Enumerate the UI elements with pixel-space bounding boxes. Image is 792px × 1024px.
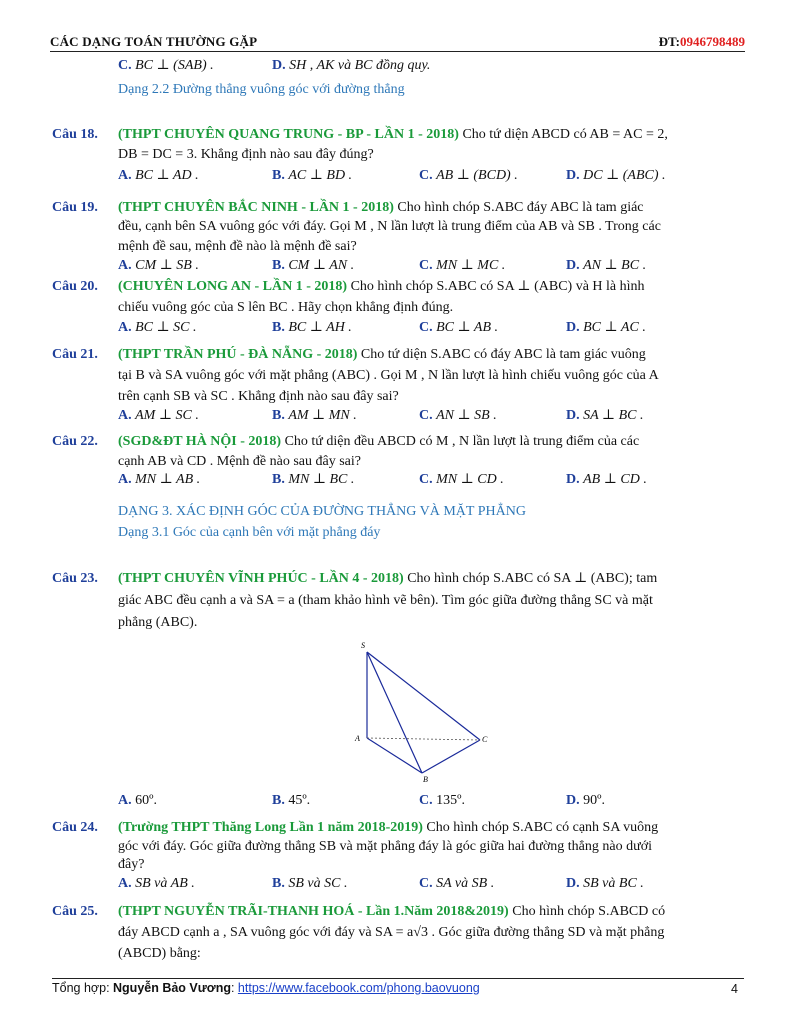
- header-phone: [659, 34, 745, 50]
- question-text-line: (SGD&ĐT HÀ NỘI - 2018) Cho tứ diện đều ABCD có M , N lần lượt là trung điểm của các: [118, 434, 640, 449]
- footer-author: Nguyễn Bảo Vương: [113, 981, 231, 995]
- option-a: A. AM ⊥ SC .: [118, 408, 199, 423]
- label-b: B: [423, 775, 428, 784]
- option-d: D. AN ⊥ BC .: [566, 258, 647, 273]
- option-d: D. BC ⊥ AC .: [566, 320, 646, 335]
- question-number: Câu 18.: [52, 127, 98, 142]
- section-2-2-title: Dạng 2.2 Đường thẳng vuông góc với đường thẳng: [118, 82, 405, 97]
- question-text-line: (Trường THPT Thăng Long Lần 1 năm 2018-2019) Cho hình chóp S.ABC có cạnh SA vuông: [118, 820, 659, 835]
- question-text-line: (CHUYÊN LONG AN - LẦN 1 - 2018) Cho hình chóp S.ABC có SA ⊥ (ABC) và H là hình: [118, 279, 645, 294]
- question-number: Câu 19.: [52, 200, 98, 215]
- question-number: Câu 22.: [52, 434, 98, 449]
- phone-number: 0946798489: [680, 34, 745, 49]
- question-text-line: DB = DC = 3. Khẳng định nào sau đây đúng?: [118, 147, 374, 162]
- option-d: D. AB ⊥ CD .: [566, 472, 647, 487]
- option-c: C. MN ⊥ CD .: [419, 472, 504, 487]
- pyramid-figure: [350, 638, 500, 788]
- top-options-row: [118, 57, 738, 75]
- option-c: C. BC ⊥ AB .: [419, 320, 499, 335]
- option-b: B. AC ⊥ BD .: [272, 168, 353, 183]
- question-source: (CHUYÊN LONG AN - LẦN 1 - 2018): [118, 279, 348, 294]
- section-3-title: DẠNG 3. XÁC ĐỊNH GÓC CỦA ĐƯỜNG THẲNG VÀ MẶT PHẲNG: [118, 504, 526, 519]
- option-b: B. BC ⊥ AH .: [272, 320, 352, 335]
- option-a: A. 60º.: [118, 793, 157, 808]
- options-row: [118, 167, 738, 185]
- option-c: C. 135º.: [419, 793, 465, 808]
- header-title: CÁC DẠNG TOÁN THƯỜNG GẶP: [50, 34, 258, 49]
- option-b: B. SB và SC .: [272, 876, 348, 891]
- options-row: [118, 471, 738, 489]
- option-a: A. BC ⊥ SC .: [118, 320, 197, 335]
- option-b: B. CM ⊥ AN .: [272, 258, 355, 273]
- options-row: [118, 257, 738, 275]
- question-text-line: mệnh đề sau, mệnh đề nào là mệnh đề sai?: [118, 239, 357, 254]
- option-a: A. SB và AB .: [118, 876, 195, 891]
- option-d: D. SA ⊥ BC .: [566, 408, 644, 423]
- options-row: [118, 875, 738, 893]
- option-a: A. BC ⊥ AD .: [118, 168, 199, 183]
- option-c: C. AN ⊥ SB .: [419, 408, 497, 423]
- page-footer: [52, 978, 744, 995]
- phone-label: ĐT:: [658, 34, 680, 49]
- question-text-line: tại B và SA vuông góc với mặt phẳng (ABC) . Gọi M , N lần lượt là hình chiếu vuông góc của A: [118, 368, 659, 383]
- question-text-line: (THPT CHUYÊN VĨNH PHÚC - LẦN 4 - 2018) Cho hình chóp S.ABC có SA ⊥ (ABC); tam: [118, 571, 658, 586]
- question-source: (Trường THPT Thăng Long Lần 1 năm 2018-2019): [118, 820, 423, 835]
- question-number: Câu 23.: [52, 571, 98, 586]
- question-text-line: đáy ABCD cạnh a , SA vuông góc với đáy và SA = a√3 . Góc giữa đường thẳng SD và mặt phẳng: [118, 925, 665, 940]
- footer-link[interactable]: https://www.facebook.com/phong.baovuong: [237, 981, 480, 995]
- question-text-line: góc với đáy. Góc giữa đường thẳng SB và mặt phẳng đáy là góc giữa hai đường thẳng nào dưới: [118, 839, 652, 854]
- question-text-line: chiếu vuông góc của S lên BC . Hãy chọn khẳng định đúng.: [118, 300, 454, 315]
- question-text-line: phẳng (ABC).: [118, 615, 198, 630]
- question-text-line: (THPT NGUYỄN TRÃI-THANH HOÁ - Lần 1.Năm 2018&2019) Cho hình chóp S.ABCD có: [118, 904, 666, 919]
- question-number: Câu 24.: [52, 820, 98, 835]
- options-row: [118, 407, 738, 425]
- option-c: C. BC ⊥ (SAB) .: [118, 58, 214, 73]
- footer-prefix: Tổng hợp:: [52, 981, 114, 995]
- question-text-line: cạnh AB và CD . Mệnh đề nào sau đây sai?: [118, 454, 361, 469]
- label-c: C: [482, 735, 488, 744]
- question-text-line: giác ABC đều cạnh a và SA = a (tham khảo hình vẽ bên). Tìm góc giữa đường thẳng SC và mặt: [118, 593, 653, 608]
- question-number: Câu 25.: [52, 904, 98, 919]
- page-number: 4: [731, 982, 738, 996]
- options-row: [118, 319, 738, 337]
- section-3-1-title: Dạng 3.1 Góc của cạnh bên với mặt phẳng đáy: [118, 525, 381, 540]
- question-text-line: (THPT CHUYÊN QUANG TRUNG - BP - LẦN 1 - 2018) Cho tứ diện ABCD có AB = AC = 2,: [118, 127, 668, 142]
- question-source: (THPT CHUYÊN QUANG TRUNG - BP - LẦN 1 - 2018): [118, 127, 459, 142]
- question-text-line: (THPT TRẦN PHÚ - ĐÀ NẴNG - 2018) Cho tứ diện S.ABC có đáy ABC là tam giác vuông: [118, 347, 646, 362]
- question-number: Câu 20.: [52, 279, 98, 294]
- label-a: A: [355, 734, 360, 743]
- option-d: D. DC ⊥ (ABC) .: [566, 168, 666, 183]
- option-c: C. SA và SB .: [419, 876, 495, 891]
- option-a: A. MN ⊥ AB .: [118, 472, 201, 487]
- label-s: S: [361, 641, 365, 650]
- question-text-line: trên cạnh SB và SC . Khẳng định nào sau đây sai?: [118, 389, 399, 404]
- question-text-line: (ABCD) bằng:: [118, 946, 201, 961]
- option-b: B. 45º.: [272, 793, 311, 808]
- question-source: (THPT CHUYÊN VĨNH PHÚC - LẦN 4 - 2018): [118, 571, 404, 586]
- option-c: C. MN ⊥ MC .: [419, 258, 506, 273]
- options-row: [118, 792, 738, 810]
- option-b: B. AM ⊥ MN .: [272, 408, 357, 423]
- option-b: B. MN ⊥ BC .: [272, 472, 355, 487]
- question-source: (SGD&ĐT HÀ NỘI - 2018): [118, 434, 282, 449]
- question-text-line: đều, cạnh bên SA vuông góc với đáy. Gọi M , N lần lượt là trung điểm của AB và SB . Trong các: [118, 219, 661, 234]
- option-d: D. 90º.: [566, 793, 605, 808]
- question-source: (THPT NGUYỄN TRÃI-THANH HOÁ - Lần 1.Năm 2018&2019): [118, 904, 509, 919]
- option-d: D. SB và BC .: [566, 876, 644, 891]
- question-source: (THPT CHUYÊN BẮC NINH - LẦN 1 - 2018): [118, 200, 394, 215]
- footer-sep: :: [230, 981, 238, 995]
- option-a: A. CM ⊥ SB .: [118, 258, 199, 273]
- option-c: C. AB ⊥ (BCD) .: [419, 168, 518, 183]
- question-text-line: (THPT CHUYÊN BẮC NINH - LẦN 1 - 2018) Cho hình chóp S.ABC đáy ABC là tam giác: [118, 200, 644, 215]
- question-source: (THPT TRẦN PHÚ - ĐÀ NẴNG - 2018): [118, 347, 358, 362]
- question-number: Câu 21.: [52, 347, 98, 362]
- page-header: [50, 34, 745, 52]
- option-d: D. SH , AK và BC đồng quy.: [272, 58, 431, 73]
- question-text-line: đây?: [118, 857, 145, 872]
